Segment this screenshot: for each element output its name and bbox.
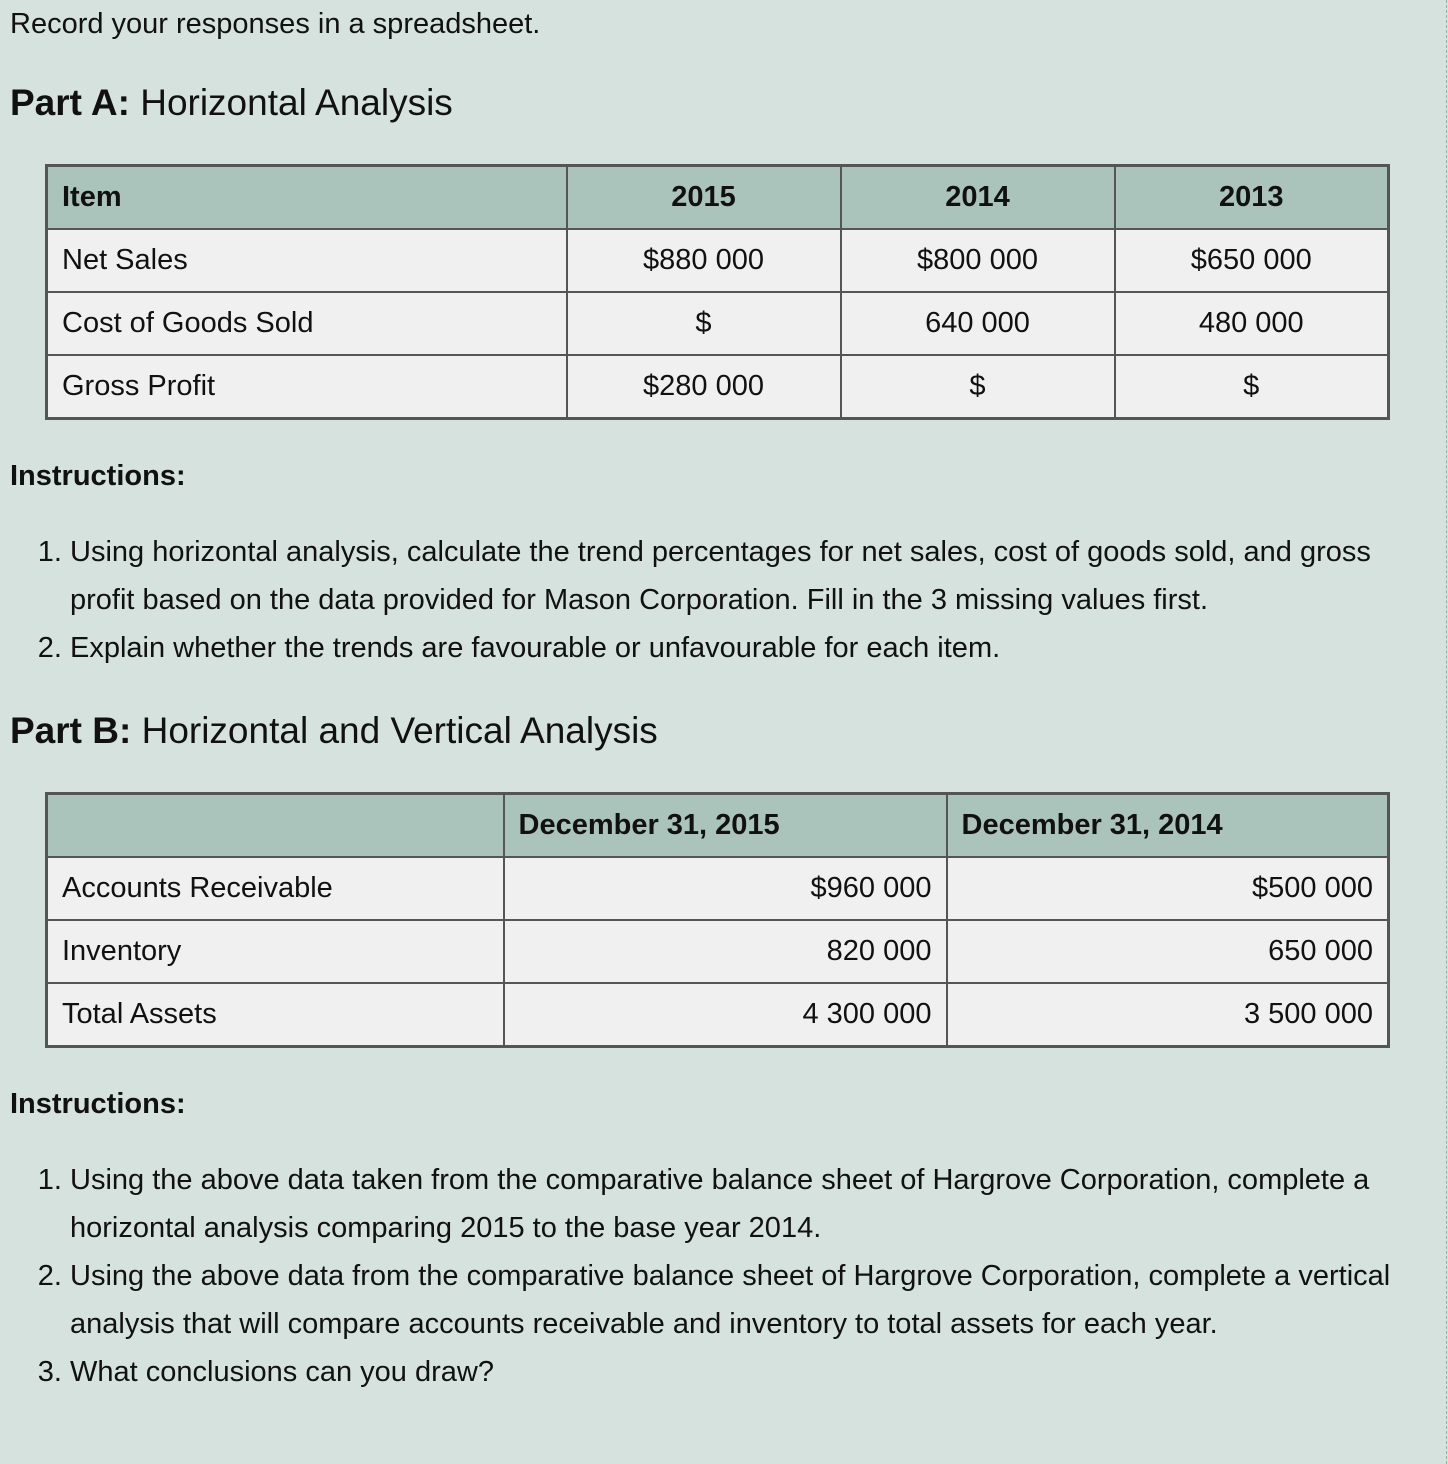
table-row [47,292,1389,355]
list-item: 3. What conclusions can you draw? [70,1348,1410,1396]
list-item: 1. Using the above data taken from the comparative balance sheet of Hargrove Corporation, complete a horizontal analysis comparing 2015 to the base year 2014. [70,1156,1410,1252]
cell-value: $650 000 [1115,229,1389,292]
cell-value: $960 000 [504,857,947,920]
header-dec-2015: December 31, 2015 [504,794,947,858]
cell-value: $ [841,355,1115,419]
row-label: Inventory [47,920,504,983]
table-row [47,983,1389,1047]
part-a-heading [10,82,453,124]
list-item: 1. Using horizontal analysis, calculate the trend percentages for net sales, cost of goods sold, and gross profit based on the data provided for Mason Corporation. Fill in the 3 missing values first. [70,528,1410,624]
part-a-instructions-list [30,528,1410,672]
cell-value: $280 000 [567,355,841,419]
part-b-instructions-list [30,1156,1410,1396]
row-label: Total Assets [47,983,504,1047]
part-a-table [45,164,1390,420]
part-b-label: Part B: [10,710,132,751]
table-header-row [47,794,1389,858]
header-empty [47,794,504,858]
cell-value: $880 000 [567,229,841,292]
part-b-title: Horizontal and Vertical Analysis [141,710,658,751]
table-row [47,229,1389,292]
part-a-label: Part A: [10,82,130,123]
cell-value: 650 000 [947,920,1389,983]
part-a-title: Horizontal Analysis [140,82,453,123]
header-2015: 2015 [567,166,841,230]
part-b-heading [10,710,658,752]
row-label: Accounts Receivable [47,857,504,920]
table-row [47,920,1389,983]
header-2014: 2014 [841,166,1115,230]
cell-value: 480 000 [1115,292,1389,355]
row-label: Net Sales [47,229,567,292]
cell-value: $ [567,292,841,355]
page-edge-border [1446,0,1447,1464]
cell-value: 4 300 000 [504,983,947,1047]
list-item: 2. Explain whether the trends are favourable or unfavourable for each item. [70,624,1410,672]
header-2013: 2013 [1115,166,1389,230]
cell-value: 640 000 [841,292,1115,355]
part-b-instructions-title: Instructions: [10,1088,186,1120]
cell-value: $ [1115,355,1389,419]
table-row [47,355,1389,419]
cell-value: $500 000 [947,857,1389,920]
table-row [47,857,1389,920]
cell-value: 3 500 000 [947,983,1389,1047]
header-dec-2014: December 31, 2014 [947,794,1389,858]
part-b-table [45,792,1390,1048]
part-a-instructions-title: Instructions: [10,460,186,492]
row-label: Cost of Goods Sold [47,292,567,355]
cell-value: 820 000 [504,920,947,983]
row-label: Gross Profit [47,355,567,419]
header-item: Item [47,166,567,230]
table-header-row [47,166,1389,230]
intro-text: Record your responses in a spreadsheet. [10,8,541,40]
cell-value: $800 000 [841,229,1115,292]
list-item: 2. Using the above data from the comparative balance sheet of Hargrove Corporation, complete a vertical analysis that will compare accounts receivable and inventory to total assets for each year. [70,1252,1410,1348]
